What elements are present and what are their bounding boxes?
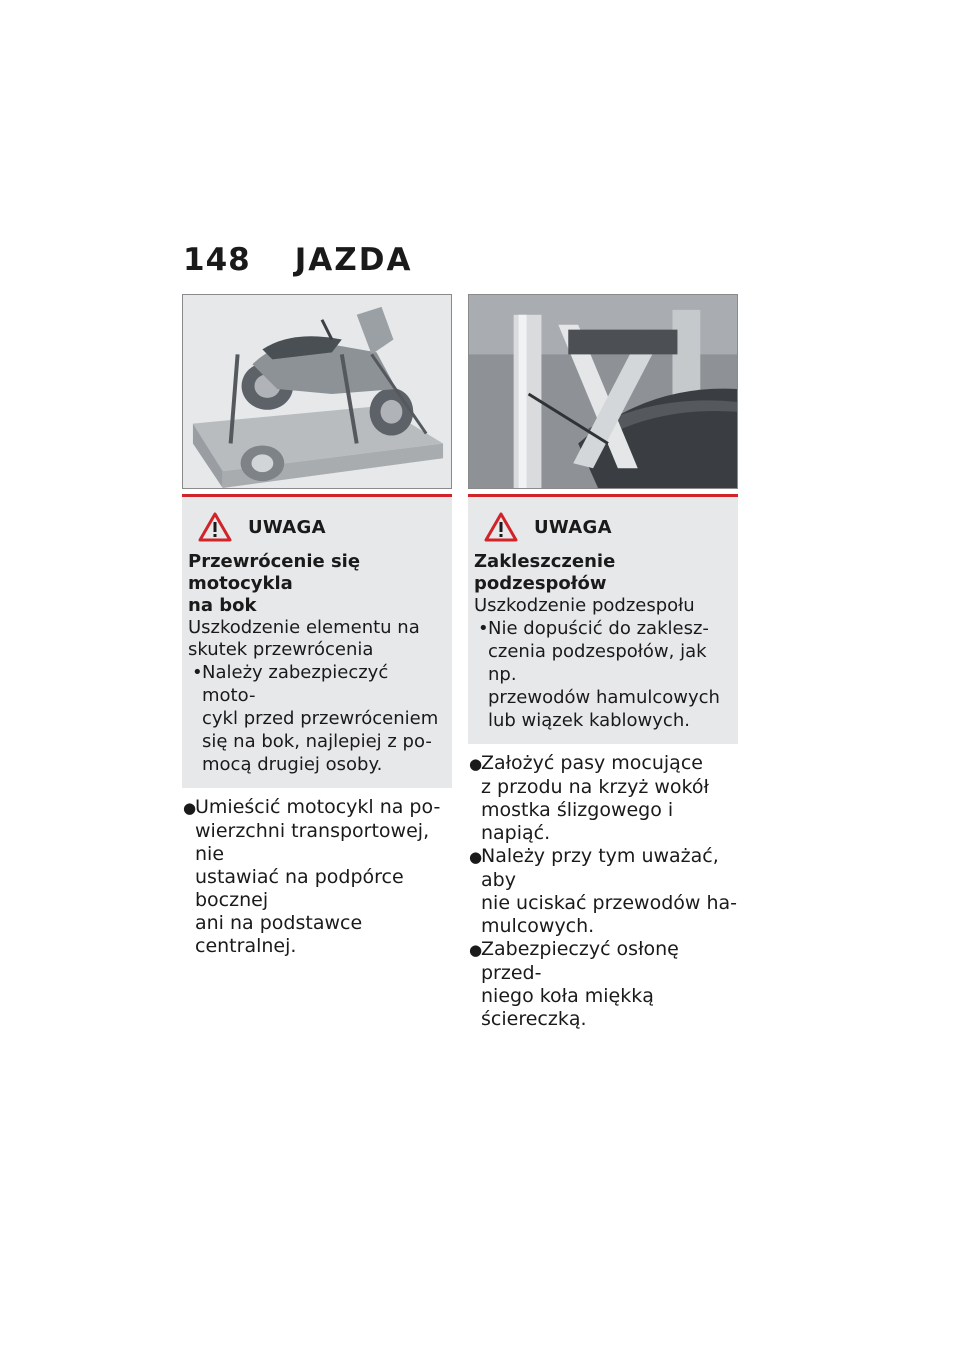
right-column [468, 294, 738, 1031]
warning-consequence [188, 617, 446, 661]
warning-measure-item: czenia podzespołów, jak np. [488, 641, 707, 685]
warning-measure-item: cykl przed przewróceniem [202, 708, 439, 729]
instruction-item: ●Założyć pasy mocujące [469, 752, 703, 774]
warning-measure-item: się na bok, najlepiej z po- [202, 731, 432, 752]
warning-consequence: Uszkodzenie podzespołu [474, 595, 695, 616]
instruction-item: ani na podstawce centralnej. [195, 912, 363, 957]
warning-header [474, 511, 732, 543]
warning-triangle-icon [198, 512, 232, 542]
instruction-list-right [468, 752, 738, 1031]
instruction-item: wierzchni transportowej, nie [195, 820, 430, 865]
section-title: JAZDA [294, 242, 413, 278]
warning-box-tipping [182, 494, 452, 788]
instruction-list-left [182, 796, 452, 958]
instruction-item: mulcowych. [481, 915, 595, 937]
warning-label: UWAGA [534, 516, 612, 538]
warning-measure-item: mocą drugiej osoby. [202, 754, 383, 775]
page-header [183, 240, 412, 280]
warning-consequence-line: skutek przewrócenia [188, 639, 374, 660]
instruction-item: ustawiać na podpórce bocznej [195, 866, 404, 911]
instruction-item: ●Należy przy tym uważać, aby [469, 845, 719, 891]
instruction-item: niego koła miękką ściereczką. [481, 985, 654, 1030]
warning-box-jamming [468, 494, 738, 744]
warning-title-line: na bok [188, 595, 257, 616]
warning-consequence-line: Uszkodzenie elementu na [188, 617, 420, 638]
warning-header [188, 511, 446, 543]
warning-measures-list [188, 661, 446, 776]
warning-measure-item: •Należy zabezpieczyć moto- [192, 662, 389, 706]
warning-measures-list [474, 617, 732, 732]
instruction-item: nie uciskać przewodów ha- [481, 892, 738, 914]
page-number: 148 [183, 242, 251, 278]
warning-title-line: Przewrócenie się motocykla [188, 551, 361, 594]
instruction-item: z przodu na krzyż wokół [481, 776, 709, 798]
warning-label: UWAGA [248, 516, 326, 538]
motorcycle-trailer-photo [182, 294, 452, 489]
instruction-item: ●Umieścić motocykl na po- [183, 796, 441, 818]
instruction-item: mostka ślizgowego i napiąć. [481, 799, 674, 844]
warning-triangle-icon [484, 512, 518, 542]
warning-title [188, 551, 446, 617]
warning-measure-item: •Nie dopuścić do zaklesz- [478, 618, 709, 639]
warning-measure-item: przewodów hamulcowych [488, 687, 720, 708]
warning-measure-item: lub wiązek kablowych. [488, 710, 690, 731]
instruction-item: ●Zabezpieczyć osłonę przed- [469, 938, 679, 984]
left-column [182, 294, 452, 958]
warning-title: Zakleszczenie podzespołów [474, 551, 616, 594]
fork-straps-photo [468, 294, 738, 489]
